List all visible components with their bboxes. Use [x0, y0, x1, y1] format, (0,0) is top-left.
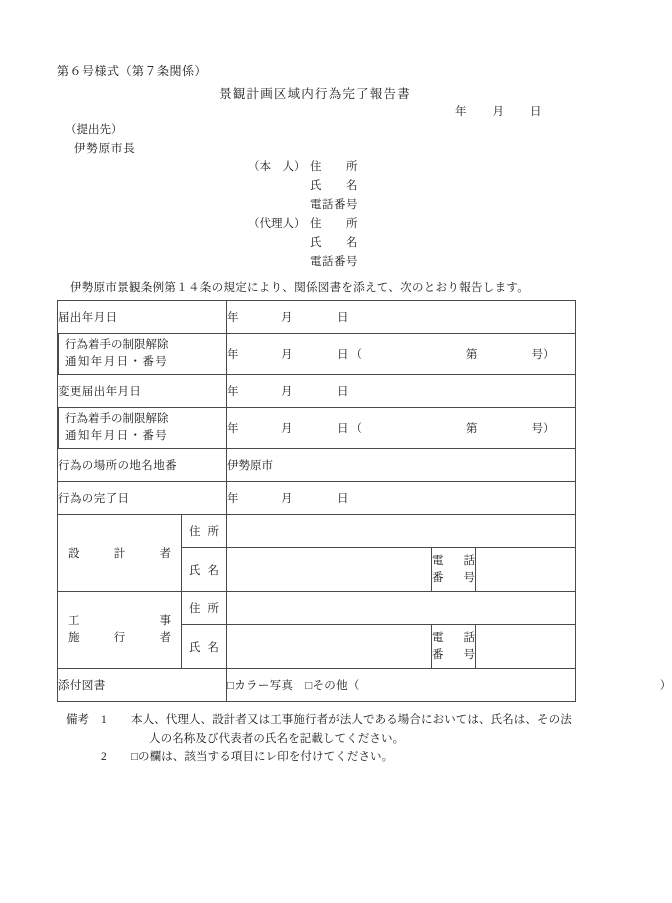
- label-designer-name: 氏名: [182, 548, 227, 592]
- release-notice-1-no-prefix: 第: [466, 349, 478, 361]
- party-field-label: 電話番号: [310, 199, 358, 211]
- release-notice-1-year: 年: [227, 349, 239, 361]
- party-field-label: 電話番号: [310, 256, 358, 268]
- checkbox-other[interactable]: □その他（: [305, 680, 360, 692]
- field-designer-address[interactable]: [227, 515, 576, 548]
- release-notice-1-no-suffix: 号）: [531, 349, 555, 361]
- label-change-notification-date: 変更届出年月日: [58, 375, 227, 408]
- release-notice-2-label-line2: 通知年月日・番号: [65, 430, 169, 442]
- release-notice-1-label-box: [58, 333, 227, 375]
- party-row-agent-address: [248, 215, 358, 231]
- table-row-notification-date: [58, 301, 576, 334]
- completion-date-month: 月: [281, 493, 293, 505]
- submit-to-label: （提出先）: [65, 124, 123, 136]
- footnote-1-line1: 本人、代理人、設計者又は工事施行者が法人である場合においては、氏名は、その法: [131, 714, 572, 726]
- submit-to-name: 伊勢原市長: [74, 143, 136, 155]
- footnote-2-number: 2: [101, 751, 107, 764]
- release-notice-2-label-line1: 行為着手の制限解除: [65, 413, 169, 426]
- field-designer-phone[interactable]: [476, 548, 576, 592]
- table-row-completion-date: [58, 482, 576, 515]
- footnotes-heading: 備考: [66, 714, 89, 726]
- footnote-item-1: [57, 711, 587, 730]
- field-contractor-phone[interactable]: [476, 625, 576, 669]
- checkbox-color-photo[interactable]: □カラー写真: [227, 680, 294, 692]
- release-notice-2-month: 月: [281, 423, 293, 435]
- label-designer: 設計者: [58, 515, 182, 592]
- label-contractor-name: 氏名: [182, 625, 227, 669]
- notification-date-day: 日: [337, 312, 349, 324]
- label-location: 行為の場所の地名地番: [58, 449, 227, 482]
- party-row-principal-name: [248, 177, 358, 193]
- table-row-change-notification-date: [58, 375, 576, 408]
- field-release-notice-1[interactable]: [227, 334, 576, 375]
- field-release-notice-2[interactable]: [227, 408, 576, 449]
- release-notice-2-no-prefix: 第: [466, 423, 478, 435]
- label-release-notice-1: [58, 334, 227, 375]
- party-field-label: 氏 名: [310, 237, 358, 249]
- field-designer-name[interactable]: [227, 548, 432, 592]
- footnote-1-line2: 人の名称及び代表者の氏名を記載してください。: [149, 732, 405, 745]
- table-row-release-notice-1: [58, 334, 576, 375]
- footnote-2-line1: □の欄は、該当する項目にレ印を付けてください。: [131, 751, 394, 764]
- table-row-contractor-address: [58, 592, 576, 625]
- field-completion-date[interactable]: [227, 482, 576, 515]
- lead-statement: 伊勢原市景観条例第１４条の規定により、関係図書を添えて、次のとおり報告します。: [70, 282, 530, 294]
- footnote-item-2: [57, 748, 587, 767]
- change-notification-date-year: 年: [227, 386, 239, 398]
- table-row-location: [58, 449, 576, 482]
- label-notification-date: 届出年月日: [58, 301, 227, 334]
- label-attachments: 添付図書: [58, 669, 227, 702]
- notification-date-year: 年: [227, 312, 239, 324]
- label-release-notice-2: [58, 408, 227, 449]
- release-notice-1-day: 日: [337, 349, 349, 361]
- document-title: 景観計画区域内行為完了報告書: [219, 87, 411, 101]
- label-contractor: 工事 施行者: [58, 592, 182, 669]
- attachments-paren-close: ）: [659, 680, 672, 692]
- release-notice-1-month: 月: [281, 349, 293, 361]
- table-row-attachments: [58, 669, 576, 702]
- field-change-notification-date[interactable]: [227, 375, 576, 408]
- party-field-label: 住 所: [310, 218, 358, 230]
- header-date-month: 月: [492, 106, 504, 118]
- form-number: 第６号様式（第７条関係）: [57, 64, 208, 78]
- release-notice-1-label-line1: 行為着手の制限解除: [65, 339, 169, 352]
- field-attachments: [227, 669, 672, 702]
- label-designer-address: 住所: [182, 515, 227, 548]
- release-notice-1-label-line2: 通知年月日・番号: [65, 356, 169, 368]
- field-contractor-address[interactable]: [227, 592, 576, 625]
- field-notification-date[interactable]: [227, 301, 576, 334]
- header-date-line: [455, 103, 542, 119]
- party-field-label: 住 所: [310, 161, 358, 173]
- label-contractor-phone: 電話 番号: [432, 625, 476, 669]
- completion-date-day: 日: [337, 493, 349, 505]
- change-notification-date-day: 日: [337, 386, 349, 398]
- footnote-1-number: 1: [101, 714, 107, 726]
- change-notification-date-month: 月: [281, 386, 293, 398]
- party-type-principal: （本 人）: [248, 161, 306, 173]
- party-type-agent: （代理人）: [248, 218, 306, 230]
- party-row-principal-phone: [248, 196, 358, 212]
- notification-date-month: 月: [281, 312, 293, 324]
- field-contractor-name[interactable]: [227, 625, 432, 669]
- table-row-release-notice-2: [58, 408, 576, 449]
- form-table: [57, 300, 672, 702]
- party-row-principal-address: [248, 158, 358, 174]
- label-designer-phone: 電話 番号: [432, 548, 476, 592]
- party-field-label: 氏 名: [310, 180, 358, 192]
- party-row-agent-name: [248, 234, 358, 250]
- field-location[interactable]: 伊勢原市: [227, 449, 576, 482]
- header-date-day: 日: [530, 106, 542, 118]
- release-notice-2-label-box: [58, 407, 227, 449]
- header-date-year: 年: [455, 106, 467, 118]
- label-completion-date: 行為の完了日: [58, 482, 227, 515]
- release-notice-1-paren-open: （: [350, 349, 362, 361]
- release-notice-2-no-suffix: 号）: [531, 423, 555, 435]
- table-row-designer-address: [58, 515, 576, 548]
- footnotes: [57, 711, 587, 767]
- party-row-agent-phone: [248, 253, 358, 269]
- release-notice-2-year: 年: [227, 423, 239, 435]
- label-contractor-address: 住所: [182, 592, 227, 625]
- release-notice-2-day: 日: [337, 423, 349, 435]
- completion-date-year: 年: [227, 493, 239, 505]
- release-notice-2-paren-open: （: [350, 423, 362, 435]
